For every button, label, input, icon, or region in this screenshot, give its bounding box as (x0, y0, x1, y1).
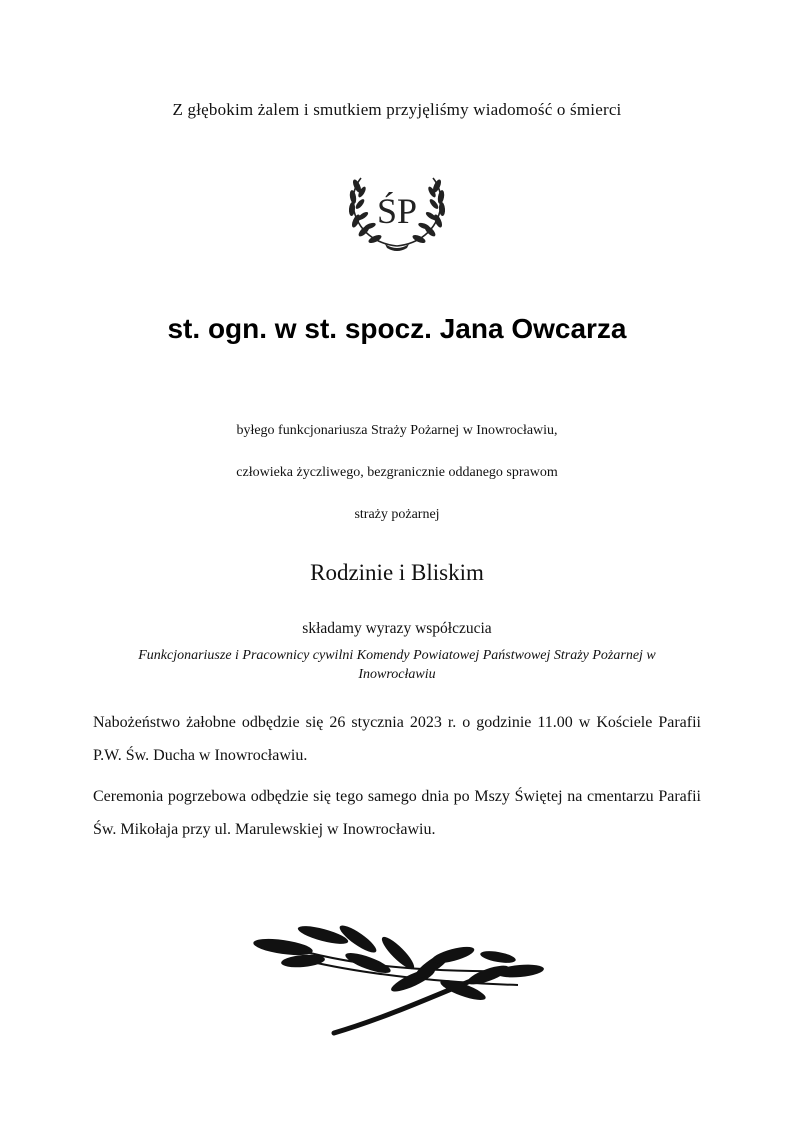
condolence-signature: Funkcjonariusze i Pracownicy cywilni Komendy Powiatowej Państwowej Straży Pożarnej w Inowrocławiu (138, 648, 656, 682)
laurel-wreath-icon (347, 172, 447, 252)
olive-branch-icon (248, 925, 548, 1040)
intro-text: Z głębokim żalem i smutkiem przyjęliśmy wiadomość o śmierci (172, 100, 622, 119)
condolence-phrase: składamy wyrazy współczucia (302, 620, 492, 637)
funeral-ceremony-text: Ceremonia pogrzebowa odbędzie się tego samego dnia po Mszy Świętej na cmentarzu Parafii Św. Mikołaja przy ul. Marulewskiej w Inowrocławiu. (93, 788, 701, 838)
description-line-2: człowieka życzliwego, bezgranicznie oddanego sprawom (236, 465, 558, 480)
funeral-service-text: Nabożeństwo żałobne odbędzie się 26 stycznia 2023 r. o godzinie 11.00 w Kościele Parafii P.W. Św. Ducha w Inowrocławiu. (93, 714, 701, 764)
emblem-text: ŚP (376, 191, 418, 231)
description-line-1: byłego funkcjonariusza Straży Pożarnej w Inowrocławiu, (236, 423, 558, 438)
deceased-name: st. ogn. w st. spocz. Jana Owcarza (167, 313, 627, 344)
condolence-recipients: Rodzinie i Bliskim (310, 560, 484, 585)
description-line-3: straży pożarnej (354, 507, 440, 522)
